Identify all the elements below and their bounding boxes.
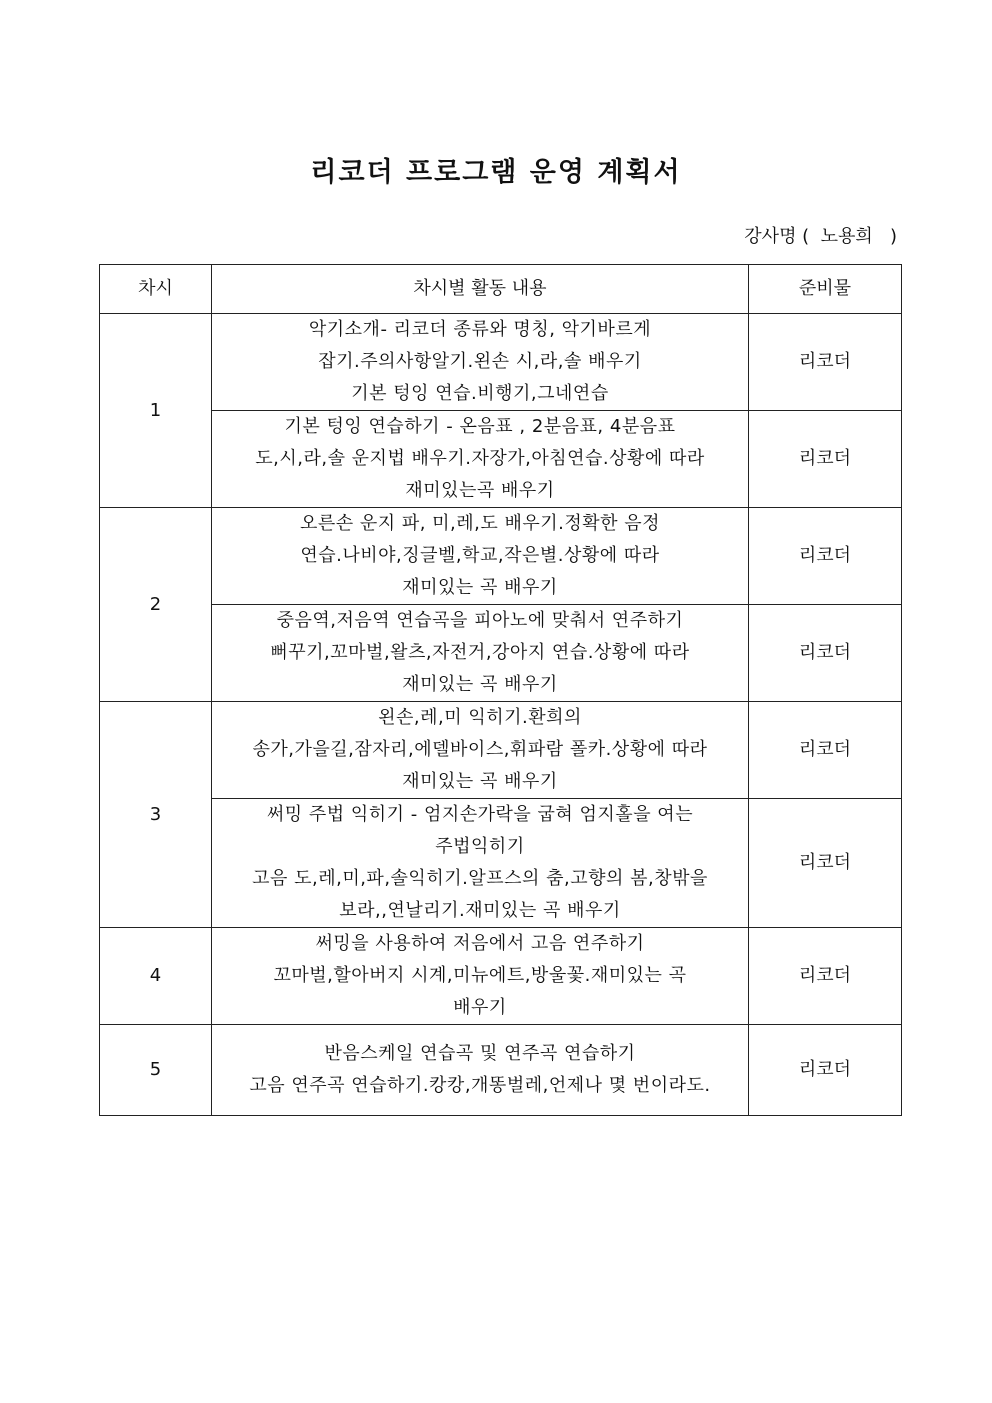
activity-line: 오른손 운지 파, 미,레,도 배우기.정확한 음정 (299, 513, 661, 534)
activity-line: 기본 텅잉 연습.비행기,그네연습 (351, 383, 609, 404)
activity-line: 잡기.주의사항알기.왼손 시,라,솔 배우기 (318, 351, 642, 372)
activity-line: 고음 연주곡 연습하기.캉캉,개똥벌레,언제나 몇 번이라도. (249, 1075, 711, 1096)
activity-content (212, 928, 749, 1025)
activity-line: 고음 도,레,미,파,솔익히기.알프스의 춤,고향의 봄,창밖을 (252, 868, 708, 889)
activity-content (212, 1025, 749, 1116)
activity-line: 보라,,연날리기.재미있는 곡 배우기 (339, 900, 621, 921)
table-row (100, 508, 902, 605)
table-row (100, 605, 902, 702)
materials-cell: 리코더 (749, 702, 902, 799)
header-materials: 준비물 (749, 265, 902, 314)
session-number: 4 (100, 928, 212, 1025)
activity-line: 재미있는 곡 배우기 (402, 674, 558, 695)
materials-cell: 리코더 (749, 1025, 902, 1116)
activity-content (212, 508, 749, 605)
table-row (100, 314, 902, 411)
materials-cell: 리코더 (749, 799, 902, 928)
activity-line: 뻐꾸기,꼬마벌,왈츠,자전거,강아지 연습.상황에 따라 (270, 642, 690, 663)
table-row (100, 1025, 902, 1116)
activity-content (212, 314, 749, 411)
instructor-name: 강사명 ( 노용희 ) (744, 226, 897, 247)
activity-line: 재미있는 곡 배우기 (402, 771, 558, 792)
table-row (100, 411, 902, 508)
activity-content (212, 411, 749, 508)
activity-line: 반음스케일 연습곡 및 연주곡 연습하기 (324, 1043, 636, 1064)
activity-line: 재미있는 곡 배우기 (402, 577, 558, 598)
materials-cell: 리코더 (749, 314, 902, 411)
table-header-row (100, 265, 902, 314)
activity-line: 배우기 (453, 997, 507, 1018)
activity-line: 꼬마벌,할아버지 시계,미뉴에트,방울꽃.재미있는 곡 (273, 965, 687, 986)
table-row (100, 702, 902, 799)
activity-line: 연습.나비야,징글벨,학교,작은별.상황에 따라 (300, 545, 660, 566)
session-number: 3 (100, 702, 212, 928)
activity-line: 써밍을 사용하여 저음에서 고음 연주하기 (315, 933, 645, 954)
activity-line: 왼손,레,미 익히기.환희의 (378, 707, 582, 728)
session-number: 5 (100, 1025, 212, 1116)
header-session: 차시 (100, 265, 212, 314)
activity-line: 악기소개- 리코더 종류와 명칭, 악기바르게 (308, 319, 652, 340)
program-plan-table (99, 264, 902, 1116)
activity-line: 송가,가을길,잠자리,에델바이스,휘파람 폴카.상황에 따라 (252, 739, 708, 760)
session-number: 1 (100, 314, 212, 508)
materials-cell: 리코더 (749, 508, 902, 605)
table-row (100, 799, 902, 928)
activity-line: 도,시,라,솔 운지법 배우기.자장가,아침연습.상황에 따라 (255, 448, 705, 469)
document-title: 리코더 프로그램 운영 계획서 (310, 157, 682, 188)
activity-line: 재미있는곡 배우기 (405, 480, 555, 501)
activity-line: 써밍 주법 익히기 - 엄지손가락을 굽혀 엄지홀을 여는 (266, 804, 694, 825)
activity-content (212, 605, 749, 702)
activity-content (212, 799, 749, 928)
materials-cell: 리코더 (749, 928, 902, 1025)
activity-content (212, 702, 749, 799)
materials-cell: 리코더 (749, 411, 902, 508)
materials-cell: 리코더 (749, 605, 902, 702)
activity-line: 주법익히기 (435, 836, 525, 857)
table-row (100, 928, 902, 1025)
activity-line: 기본 텅잉 연습하기 - 온음표 , 2분음표, 4분음표 (284, 416, 676, 437)
header-activities: 차시별 활동 내용 (212, 265, 749, 314)
session-number: 2 (100, 508, 212, 702)
activity-line: 중음역,저음역 연습곡을 피아노에 맞춰서 연주하기 (276, 610, 684, 631)
